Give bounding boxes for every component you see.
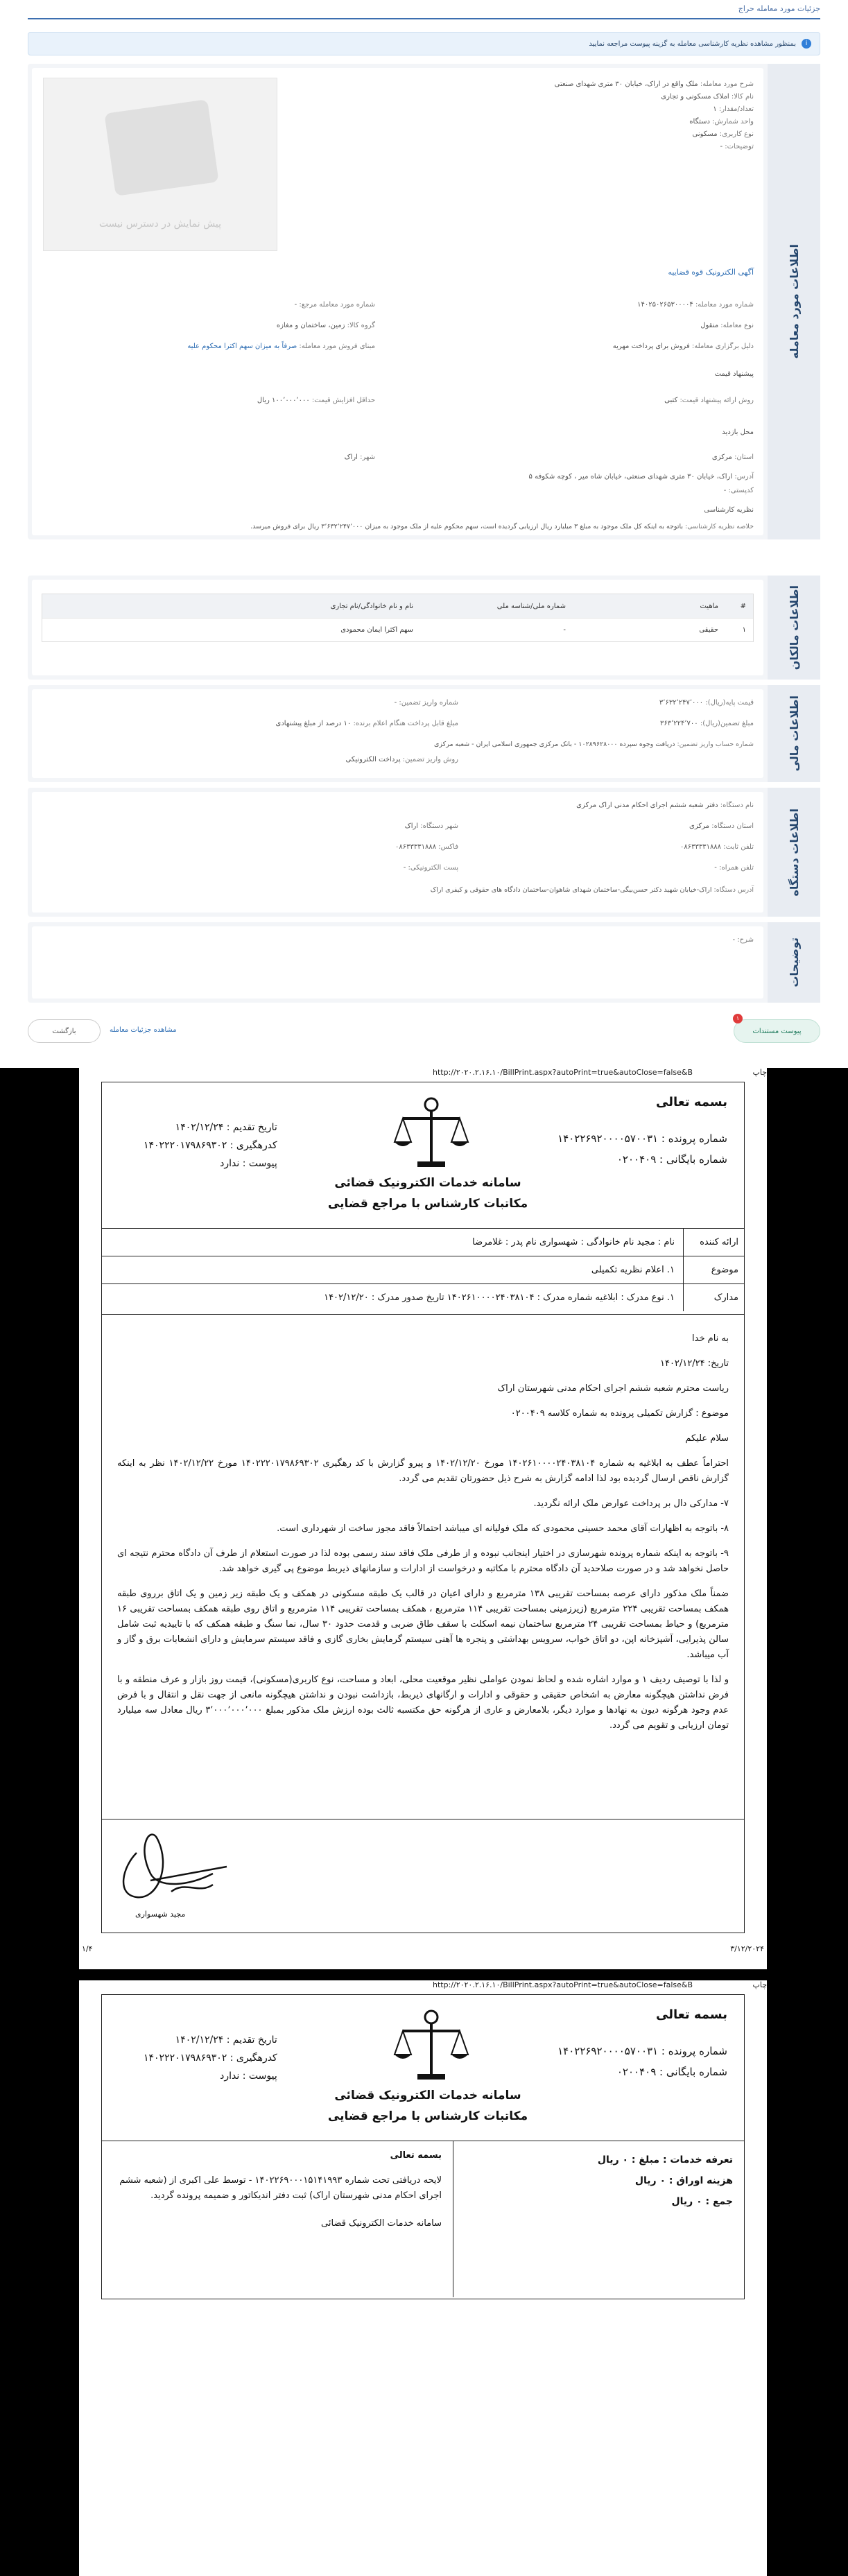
view-deal-link[interactable]: مشاهده جزئیات معامله — [110, 1026, 177, 1034]
fees-and-receipt — [102, 2141, 744, 2297]
doc2-header-left: تاریخ تقدیم : ۱۴۰۲/۱۲/۲۴ کدرهگیری : ۱۴۰۲۲۲۰۱۷۹۸۶۹۳۰۲ پیوست : ندارد — [144, 2034, 277, 2082]
auction-detail-page — [0, 0, 848, 1068]
documents-row: مدارک ۱. نوع مدرک : ابلاغیه شماره مدرک : ۱۴۰۲۶۱۰۰۰۰۲۴۰۳۸۱۰۴ تاریخ صدور مدرک : ۱۴۰۲/۱۲/۲۰ — [102, 1283, 744, 1311]
org-section-label: اطلاعات دستگاه — [768, 788, 820, 917]
attachment-viewer — [0, 1068, 848, 2576]
owners-section-label: اطلاعات مالکان — [768, 576, 820, 680]
deal-status: نوع معامله: منقول — [700, 322, 754, 329]
deal-count: تعداد/مقدار: ۱ — [713, 105, 754, 113]
deal-kind: نام کالا: املاک مسکونی و تجاری — [661, 93, 754, 101]
item-image-placeholder — [43, 78, 277, 251]
org-section — [28, 788, 820, 917]
deal-desc: شرح مورد معامله: ملک واقع در اراک، خیابان ۳۰ متری شهدای صنعتی — [554, 80, 754, 88]
desc-section-label: توضیحات — [768, 922, 820, 1003]
deal-section — [28, 64, 820, 539]
submitter-row: ارائه کننده نام : مجید نام خانوادگی : شهسواری نام پدر : غلامرضا — [102, 1228, 744, 1256]
print-url: http://۲۰۲۰.۲.۱۶.۱۰/BillPrint.aspx?autoPrint=true&autoClose=false&B — [433, 1068, 693, 1077]
deal-group: گروه کالا: زمین، ساختمان و مغازه — [276, 322, 375, 329]
deal-postcode: کدپستی: - — [723, 487, 754, 494]
org-phone: تلفن ثابت: ۰۸۶۳۳۳۳۱۸۸۸ — [680, 843, 754, 851]
receipt-box: بسمه تعالی لایحه دریافتی تحت شماره ۱۴۰۲۲۶۹۰۰۰۱۵۱۴۱۹۹۳ - توسط علی اکبری از (شعبه ششم اجرای احکام مدنی شهرستان اراک) ثبت دفتر اندیکاتور و ضمیمه پرونده گردید. سامانه خدمات الکترونیک قضائی — [119, 2150, 442, 2229]
owners-section-body — [32, 580, 763, 675]
deal-reason: دلیل برگزاری معامله: فروش برای پرداخت مهریه — [612, 343, 754, 350]
finance-section-label: اطلاعات مالی — [768, 685, 820, 782]
archive-number: شماره بایگانی : ۰۲۰۰۴۰۹ — [616, 1153, 727, 1166]
letter-body: به نام خدا تاریخ: ۱۴۰۲/۱۲/۲۴ ریاست محترم شعبه ششم اجرای احکام مدنی شهرستان اراک موضوع : گزارش تکمیلی پرونده به شماره کلاسه ۰۲۰۰۴۰۹ سلام علیکم احتراماً عطف به ابلاغیه به شماره ۱۴۰۲۶۱۰۰۰۰۲۴۰۳۸۱۰۴ مورخ ۱۴۰۲/۱۲/۲۰ و پیرو گزارش با کد رهگیری ۱۴۰۲۲۲۰۱۷۹۸۶۹۳۰۲ مورخ ۱۴۰۲/۱۲/۲۲ نظر به اینکه گزارش ناقص ارسال گردیده بود لذا ادامه گزارش به شرح ذیل حضورتان تقدیم می گردد. ۷- مدارکی دال بر پرداخت عوارض ملک ارائه نگردید. ۸- باتوجه به اظهارات آقای محمد حسینی محمودی که ملک فولیانه ای میباشد احتمالاً فاقد مجوز ساخت از شهرداری است. ۹- باتوجه به اینکه شماره پرونده شهرسازی در اختیار اینجانب نبوده و از طرفی ملک فاقد سند رسمی بوده لذا در صورت استعلام از طرف آن دادگاه محترم نتیجه ای حاصل نخواهد شد و در صورت صلاحدید آن دادگاه محترم با مکاتبه و درخواست از ادارات و سازمانهای ذیربط موضوع پی گیری خواهد شد. ضمناً ملک مذکور دارای عرصه بمساحت تقریبی ۱۳۸ مترمربع و دارای اعیان در قالب یک طبقه مسکونی در همکف و یک طبقه زیر زمین و یک اتاق برروی طبقه همکف بمساحت تقریبی ۲۲۴ مترمربع (زیرزمینی بمساحت تقریبی ۱۱۴ مترمربع ، همکف بمساحت تقریبی ۱۱۴ مترمربع و اتاق روی طبقه همکف بمساحت تقریبی ۱۶ مترمربع) و حیاط بمساحت تقریبی ۲۴ مترمربع ساختمان نیمه اسکلت با سقف طاق ضربی و قدمت حدود ۳۰ سال، نما سنگ و طبقه همکف که با تاییدیه ثبت شامل سالن پذیرایی، آشپزخانه اپن، دو اتاق خواب، سرویس بهداشتی و پنجره ها آهنی سیستم گرمایش بخاری گازی و فاقد سیستم سرمایش و دارای انشعابات برق و گاز و آب میباشد. و لذا با توصیف ردیف ۱ و موارد اشاره شده و لحاظ نمودن عواملی نظیر موقعیت محلی، ابعاد و مساحت، نوع کاربری(مسکونی)، قیمت روز بازار و عرف منطقه و با فرض نداشتن هیچگونه معارض به اشخاص حقیقی و حقوقی و ادارات و ارگانهای ذیربط، بازداشت نبودن و نداشتن هیچگونه مانعی از جهت نقل و انتقال و با فرض عدم وجود هرگونه دیون به نهادها و موارد دیگر، بلامعارض و عاری از هرگونه حق مکتسبه ثالث بوده ارزش ملک مذکور بمبلغ ۳٬۰۰۰٬۰۰۰٬۰۰۰ ریال معادل سه میلیارد تومان ارزیابی و تقویم می گردد. — [102, 1314, 744, 1743]
finance-paytype: شماره واریز تضمین: - — [394, 699, 458, 707]
signer-name: مجید شهسواری — [135, 1910, 186, 1919]
finance-pct: مبلغ قابل پرداخت هنگام اعلام برنده: ۱۰ درصد از مبلغ پیشنهادی — [275, 720, 458, 727]
justice-scale-icon — [393, 1095, 469, 1171]
deal-province: استان: مرکزی — [711, 453, 754, 461]
notice-text: بمنظور مشاهده نظریه کارشناسی معامله به گزینه پیوست مراجعه نمایید — [589, 40, 796, 48]
deal-section-label: اطلاعات مورد معامله — [768, 64, 820, 539]
doc-frame — [101, 1082, 745, 1933]
no-image-text: پیش نمایش در دسترس نیست — [98, 218, 222, 230]
print-corner-label: چاپ — [752, 1068, 767, 1077]
expert-summary: خلاصه نظریه کارشناسی: باتوجه به اینکه کل ملک موجود به مبلغ ۳ میلیارد ریال ارزیابی گردیده است، سهم محکوم علیه از ملک موجود به میزان ۳٬۶۳۲٬۲۴۷٬۰۰۰ ریال برای فروش میرسد. — [250, 523, 754, 530]
proposal-header: پیشنهاد قیمت — [714, 370, 754, 378]
deal-method: روش ارائه پیشنهاد قیمت: کتبی — [664, 397, 754, 404]
file-number: شماره پرونده : ۱۴۰۲۲۶۹۲۰۰۰۰۵۷۰۰۳۱ — [557, 1132, 727, 1145]
org-fax: فاکس: ۰۸۶۳۳۳۳۱۸۸۸ — [395, 843, 458, 851]
gavel-placeholder-icon — [104, 99, 218, 196]
finance-guarantee: مبلغ تضمین(ریال): ۳۶۳٬۲۲۴٬۷۰۰ — [659, 720, 754, 727]
signature-image — [109, 1825, 248, 1908]
print-url-2: http://۲۰۲۰.۲.۱۶.۱۰/BillPrint.aspx?autoPrint=true&autoClose=false&B — [433, 1980, 693, 1989]
table-row: ۱ حقیقی - سهم اکثرا ایمان محمودی — [42, 618, 753, 641]
org-section-body — [32, 792, 763, 913]
org-mobile: تلفن همراه: - — [714, 864, 754, 872]
signature-area — [102, 1819, 744, 1933]
finance-method: روش واریز تضمین: پرداخت الکترونیکی — [345, 756, 458, 763]
deal-minprice: حداقل افزایش قیمت: ۱۰۰٬۰۰۰٬۰۰۰ ریال — [257, 397, 375, 404]
finance-account: شماره حساب واریز تضمین: دریافت وجوه سپرده ۱۰۲۸۹۶۲۸۰۰۰ - بانک مرکزی جمهوری اسلامی ایران - شعبه مرکزی — [434, 741, 754, 748]
deal-address: آدرس: اراک، خیابان ۳۰ متری شهدای صنعتی، خیابان شاه‌ میر ، کوچه شکوفه ۵ — [528, 473, 754, 481]
doc2-system-title: سامانه خدمات الکترونیک قضائی مکاتبات کارشناس با مراجع قضایی — [327, 2089, 528, 2123]
finance-base: قیمت پایه(ریال): ۳٬۶۳۲٬۲۴۷٬۰۰۰ — [659, 699, 754, 707]
doc2-header-right: بسمه تعالی شماره پرونده : ۱۴۰۲۲۶۹۲۰۰۰۰۵۷۰۰۳۱ شماره بایگانی : ۰۲۰۰۴۰۹ — [557, 2007, 727, 2078]
desc-section-body — [32, 926, 763, 999]
org-email: پست الکترونیکی: - — [403, 864, 458, 872]
deal-basis: مبنای فروش مورد معامله: صرفاً به میزان سهم اکثرا محکوم علیه — [187, 343, 375, 350]
location-header: محل بازدید — [722, 429, 754, 436]
doc-header-left: تاریخ تقدیم : ۱۴۰۲/۱۲/۲۴ کدرهگیری : ۱۴۰۲۲۲۰۱۷۹۸۶۹۳۰۲ پیوست : ندارد — [144, 1122, 277, 1169]
print-corner-label-2: چاپ — [752, 1980, 767, 1989]
doc-frame-2 — [101, 1994, 745, 2299]
desc-text: شرح: - — [732, 936, 754, 944]
deal-unit: واحد شمارش: دستگاه — [689, 118, 754, 126]
deal-type: نوع کاربری: مسکونی — [692, 130, 754, 138]
desc-section — [28, 922, 820, 1003]
info-icon: i — [802, 39, 811, 49]
org-name: نام دستگاه: دفتر شعبه ششم اجرای احکام مدنی اراک مرکزی — [576, 802, 754, 809]
deal-reqno: شماره مورد معامله: ۱۴۰۲۵۰۲۶۵۳۰۰۰۰۴ — [637, 301, 754, 309]
print-url-bar-2 — [79, 1980, 767, 1991]
finance-section — [28, 685, 820, 782]
deal-section-body — [32, 68, 763, 535]
document-page-2 — [79, 1980, 767, 2576]
org-address: آدرس دستگاه: اراک-خیابان شهید دکتر حسن‌بیگی-ساختمان شهدای شاهوان-ساختمان دادگاه های حقوقی و کیفری اراک — [430, 886, 754, 894]
owners-table — [42, 594, 754, 642]
page-title: جزئیات مورد معامله حراج — [738, 4, 820, 13]
subject-row: موضوع ۱. اعلام نظریه تکمیلی — [102, 1256, 744, 1283]
ad-link[interactable]: آگهی الکترونیک قوه قضاییه — [668, 268, 754, 277]
owners-section — [28, 576, 820, 680]
doc-header-right: بسمه تعالی شماره پرونده : ۱۴۰۲۲۶۹۲۰۰۰۰۵۷۰۰۳۱ شماره بایگانی : ۰۲۰۰۴۰۹ — [557, 1092, 727, 1170]
page-footer: ۱/۴ ۳/۱۲/۲۰۲۴ — [82, 1944, 764, 1953]
finance-section-body — [32, 689, 763, 778]
org-city: شهر دستگاه: اراک — [404, 822, 458, 830]
attach-docs-button[interactable]: پیوست مستندات — [734, 1019, 820, 1043]
doc-system-title: سامانه خدمات الکترونیک قضائی مکاتبات کارشناس با مراجع قضایی — [327, 1176, 528, 1211]
action-bar — [28, 1015, 820, 1046]
expert-header: نظریه کارشناسی — [704, 506, 754, 514]
owners-table-header: # ماهیت شماره ملی/شناسه ملی نام و نام خانوادگی/نام تجاری — [42, 594, 753, 618]
org-province: استان دستگاه: مرکزی — [689, 822, 754, 830]
justice-scale-icon-2 — [393, 2007, 469, 2084]
document-page-1 — [79, 1068, 767, 1969]
deal-city: شهر: اراک — [344, 453, 375, 461]
notice-banner — [28, 32, 820, 55]
attach-count-badge: ۱ — [733, 1014, 743, 1023]
fees-box: تعرفه خدمات : مبلغ : ۰ ریال هزینه اوراق : ۰ ریال جمع : ۰ ریال — [453, 2141, 744, 2297]
deal-notes: توضیحات: - — [720, 143, 754, 150]
title-divider — [28, 18, 820, 19]
print-url-bar — [79, 1068, 767, 1079]
deal-ref: شماره مورد معامله مرجع: - — [294, 301, 375, 309]
back-button[interactable]: بازگشت — [28, 1019, 101, 1043]
